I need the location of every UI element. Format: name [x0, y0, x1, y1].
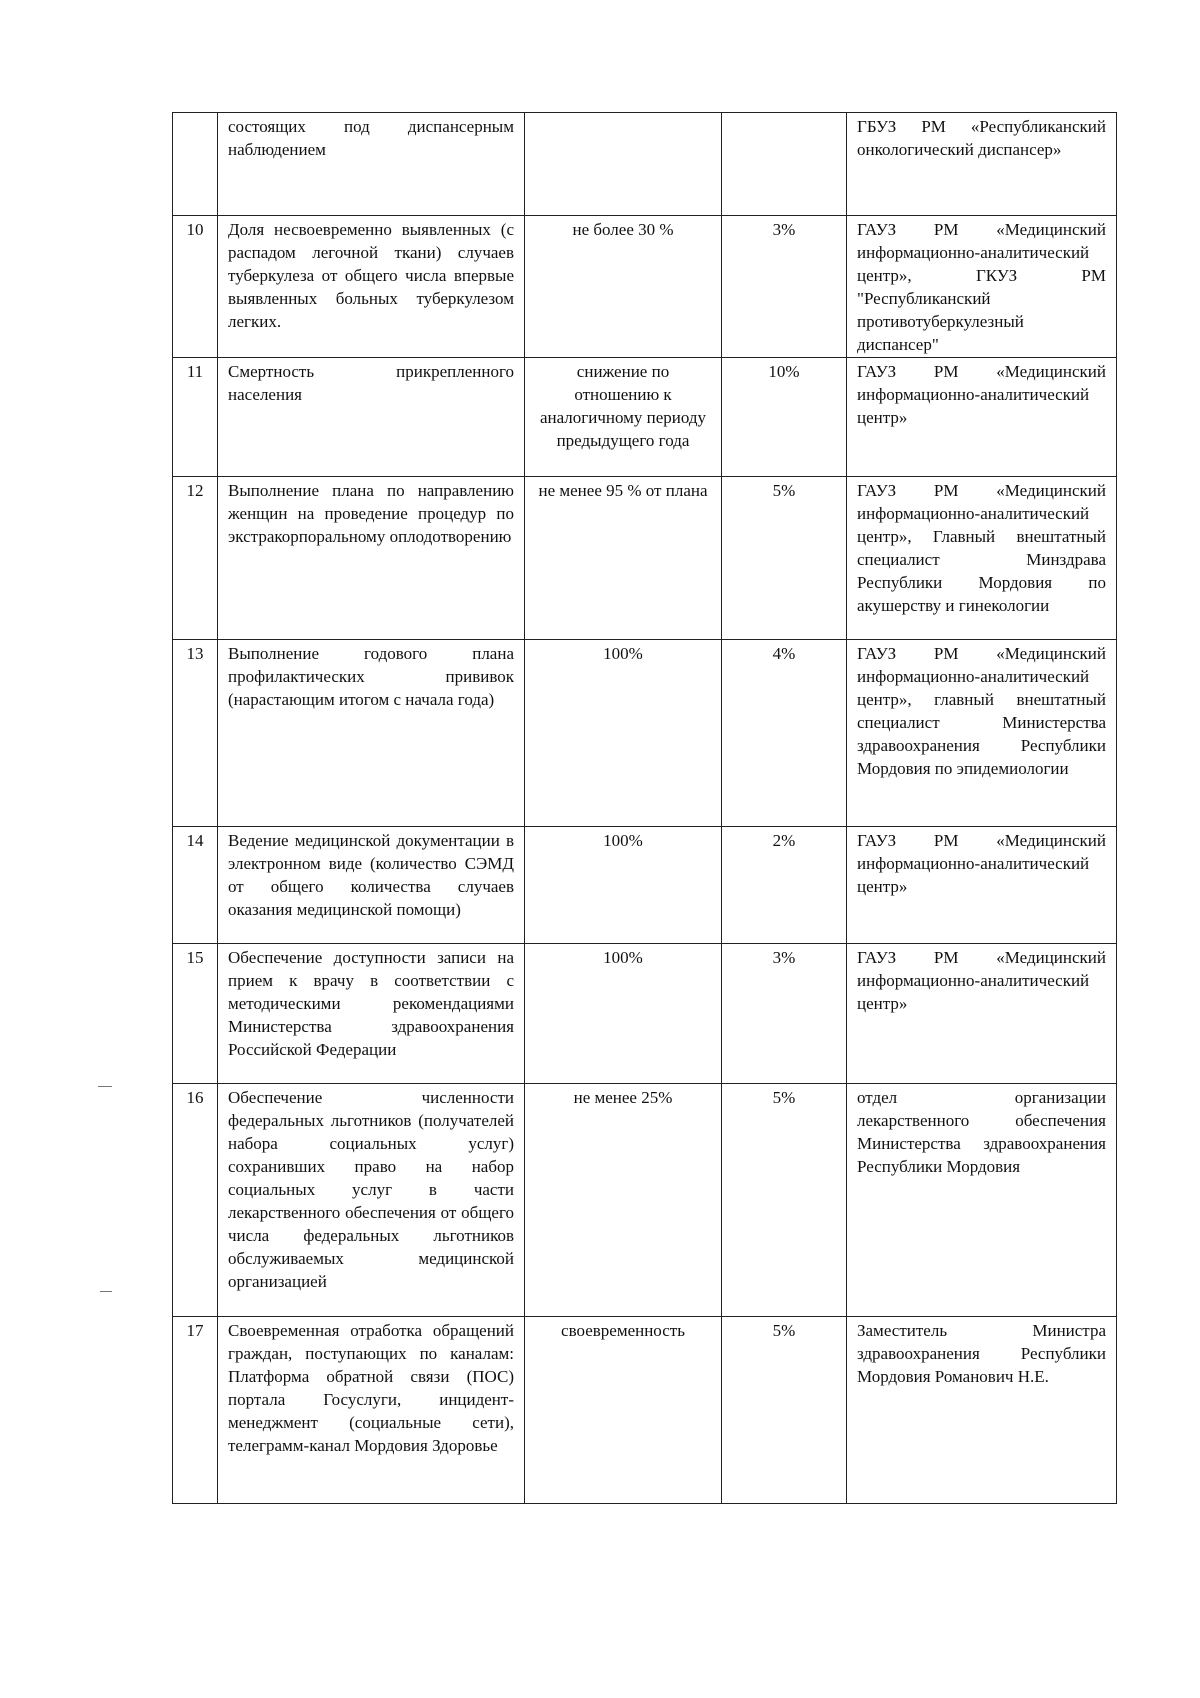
row-number: 17: [173, 1317, 218, 1504]
row-number: 16: [173, 1084, 218, 1317]
target-cell: не менее 95 % от плана: [525, 477, 722, 640]
table-row: [173, 640, 1117, 827]
source-cell: ГАУЗ РМ «Медицинский информационно-аналитический центр»: [847, 358, 1117, 477]
target-cell: 100%: [525, 944, 722, 1084]
source-cell: ГАУЗ РМ «Медицинский информационно-аналитический центр», главный внештатный специалист Министерства здравоохранения Республики Мордовия по эпидемиологии: [847, 640, 1117, 827]
row-number: 14: [173, 827, 218, 944]
table-row: [173, 477, 1117, 640]
row-number: 11: [173, 358, 218, 477]
weight-cell: 3%: [722, 216, 847, 358]
table-row: [173, 358, 1117, 477]
weight-cell: 5%: [722, 1317, 847, 1504]
row-number: 12: [173, 477, 218, 640]
table-row: [173, 113, 1117, 216]
indicators-table: [172, 112, 1117, 1504]
indicator-cell: Доля несвоевременно выявленных (с распадом легочной ткани) случаев туберкулеза от общего числа впервые выявленных больных туберкулезом легких.: [218, 216, 525, 358]
row-number: [173, 113, 218, 216]
target-cell: не менее 25%: [525, 1084, 722, 1317]
table-row: [173, 944, 1117, 1084]
weight-cell: 4%: [722, 640, 847, 827]
weight-cell: 5%: [722, 477, 847, 640]
target-cell: не более 30 %: [525, 216, 722, 358]
source-cell: ГАУЗ РМ «Медицинский информационно-аналитический центр», Главный внештатный специалист Минздрава Республики Мордовия по акушерству и гинекологии: [847, 477, 1117, 640]
weight-cell: 2%: [722, 827, 847, 944]
row-number: 15: [173, 944, 218, 1084]
target-cell: 100%: [525, 827, 722, 944]
source-cell: отдел организации лекарственного обеспечения Министерства здравоохранения Республики Мордовия: [847, 1084, 1117, 1317]
table-row: [173, 1317, 1117, 1504]
source-cell: Заместитель Министра здравоохранения Республики Мордовия Романович Н.Е.: [847, 1317, 1117, 1504]
source-cell: ГБУЗ РМ «Республиканский онкологический диспансер»: [847, 113, 1117, 216]
target-cell: [525, 113, 722, 216]
weight-cell: [722, 113, 847, 216]
target-cell: своевременность: [525, 1317, 722, 1504]
target-cell: снижение по отношению к аналогичному периоду предыдущего года: [525, 358, 722, 477]
source-cell: ГАУЗ РМ «Медицинский информационно-аналитический центр», ГКУЗ РМ "Республиканский противотуберкулезный диспансер": [847, 216, 1117, 358]
table-row: [173, 216, 1117, 358]
indicator-cell: Обеспечение доступности записи на прием к врачу в соответствии с методическими рекомендациями Министерства здравоохранения Российской Федерации: [218, 944, 525, 1084]
indicator-cell: Обеспечение численности федеральных льготников (получателей набора социальных услуг) сохранивших право на набор социальных услуг в части лекарственного обеспечения от общего числа федеральных льготников обслуживаемых медицинской организацией: [218, 1084, 525, 1317]
target-cell: 100%: [525, 640, 722, 827]
table-row: [173, 1084, 1117, 1317]
indicator-cell: Выполнение годового плана профилактических прививок (нарастающим итогом с начала года): [218, 640, 525, 827]
weight-cell: 3%: [722, 944, 847, 1084]
indicator-cell: Выполнение плана по направлению женщин на проведение процедур по экстракорпоральному оплодотворению: [218, 477, 525, 640]
weight-cell: 10%: [722, 358, 847, 477]
scan-mark: [100, 1291, 112, 1292]
scan-mark: [98, 1086, 112, 1087]
indicator-cell: состоящих под диспансерным наблюдением: [218, 113, 525, 216]
source-cell: ГАУЗ РМ «Медицинский информационно-аналитический центр»: [847, 827, 1117, 944]
weight-cell: 5%: [722, 1084, 847, 1317]
table-row: [173, 827, 1117, 944]
indicator-cell: Своевременная отработка обращений граждан, поступающих по каналам: Платформа обратной связи (ПОС) портала Госуслуги, инцидент-менеджмент (социальные сети), телеграмм-канал Мордовия Здоровье: [218, 1317, 525, 1504]
row-number: 10: [173, 216, 218, 358]
indicator-cell: Ведение медицинской документации в электронном виде (количество СЭМД от общего количества случаев оказания медицинской помощи): [218, 827, 525, 944]
indicator-cell: Смертность прикрепленного населения: [218, 358, 525, 477]
row-number: 13: [173, 640, 218, 827]
source-cell: ГАУЗ РМ «Медицинский информационно-аналитический центр»: [847, 944, 1117, 1084]
